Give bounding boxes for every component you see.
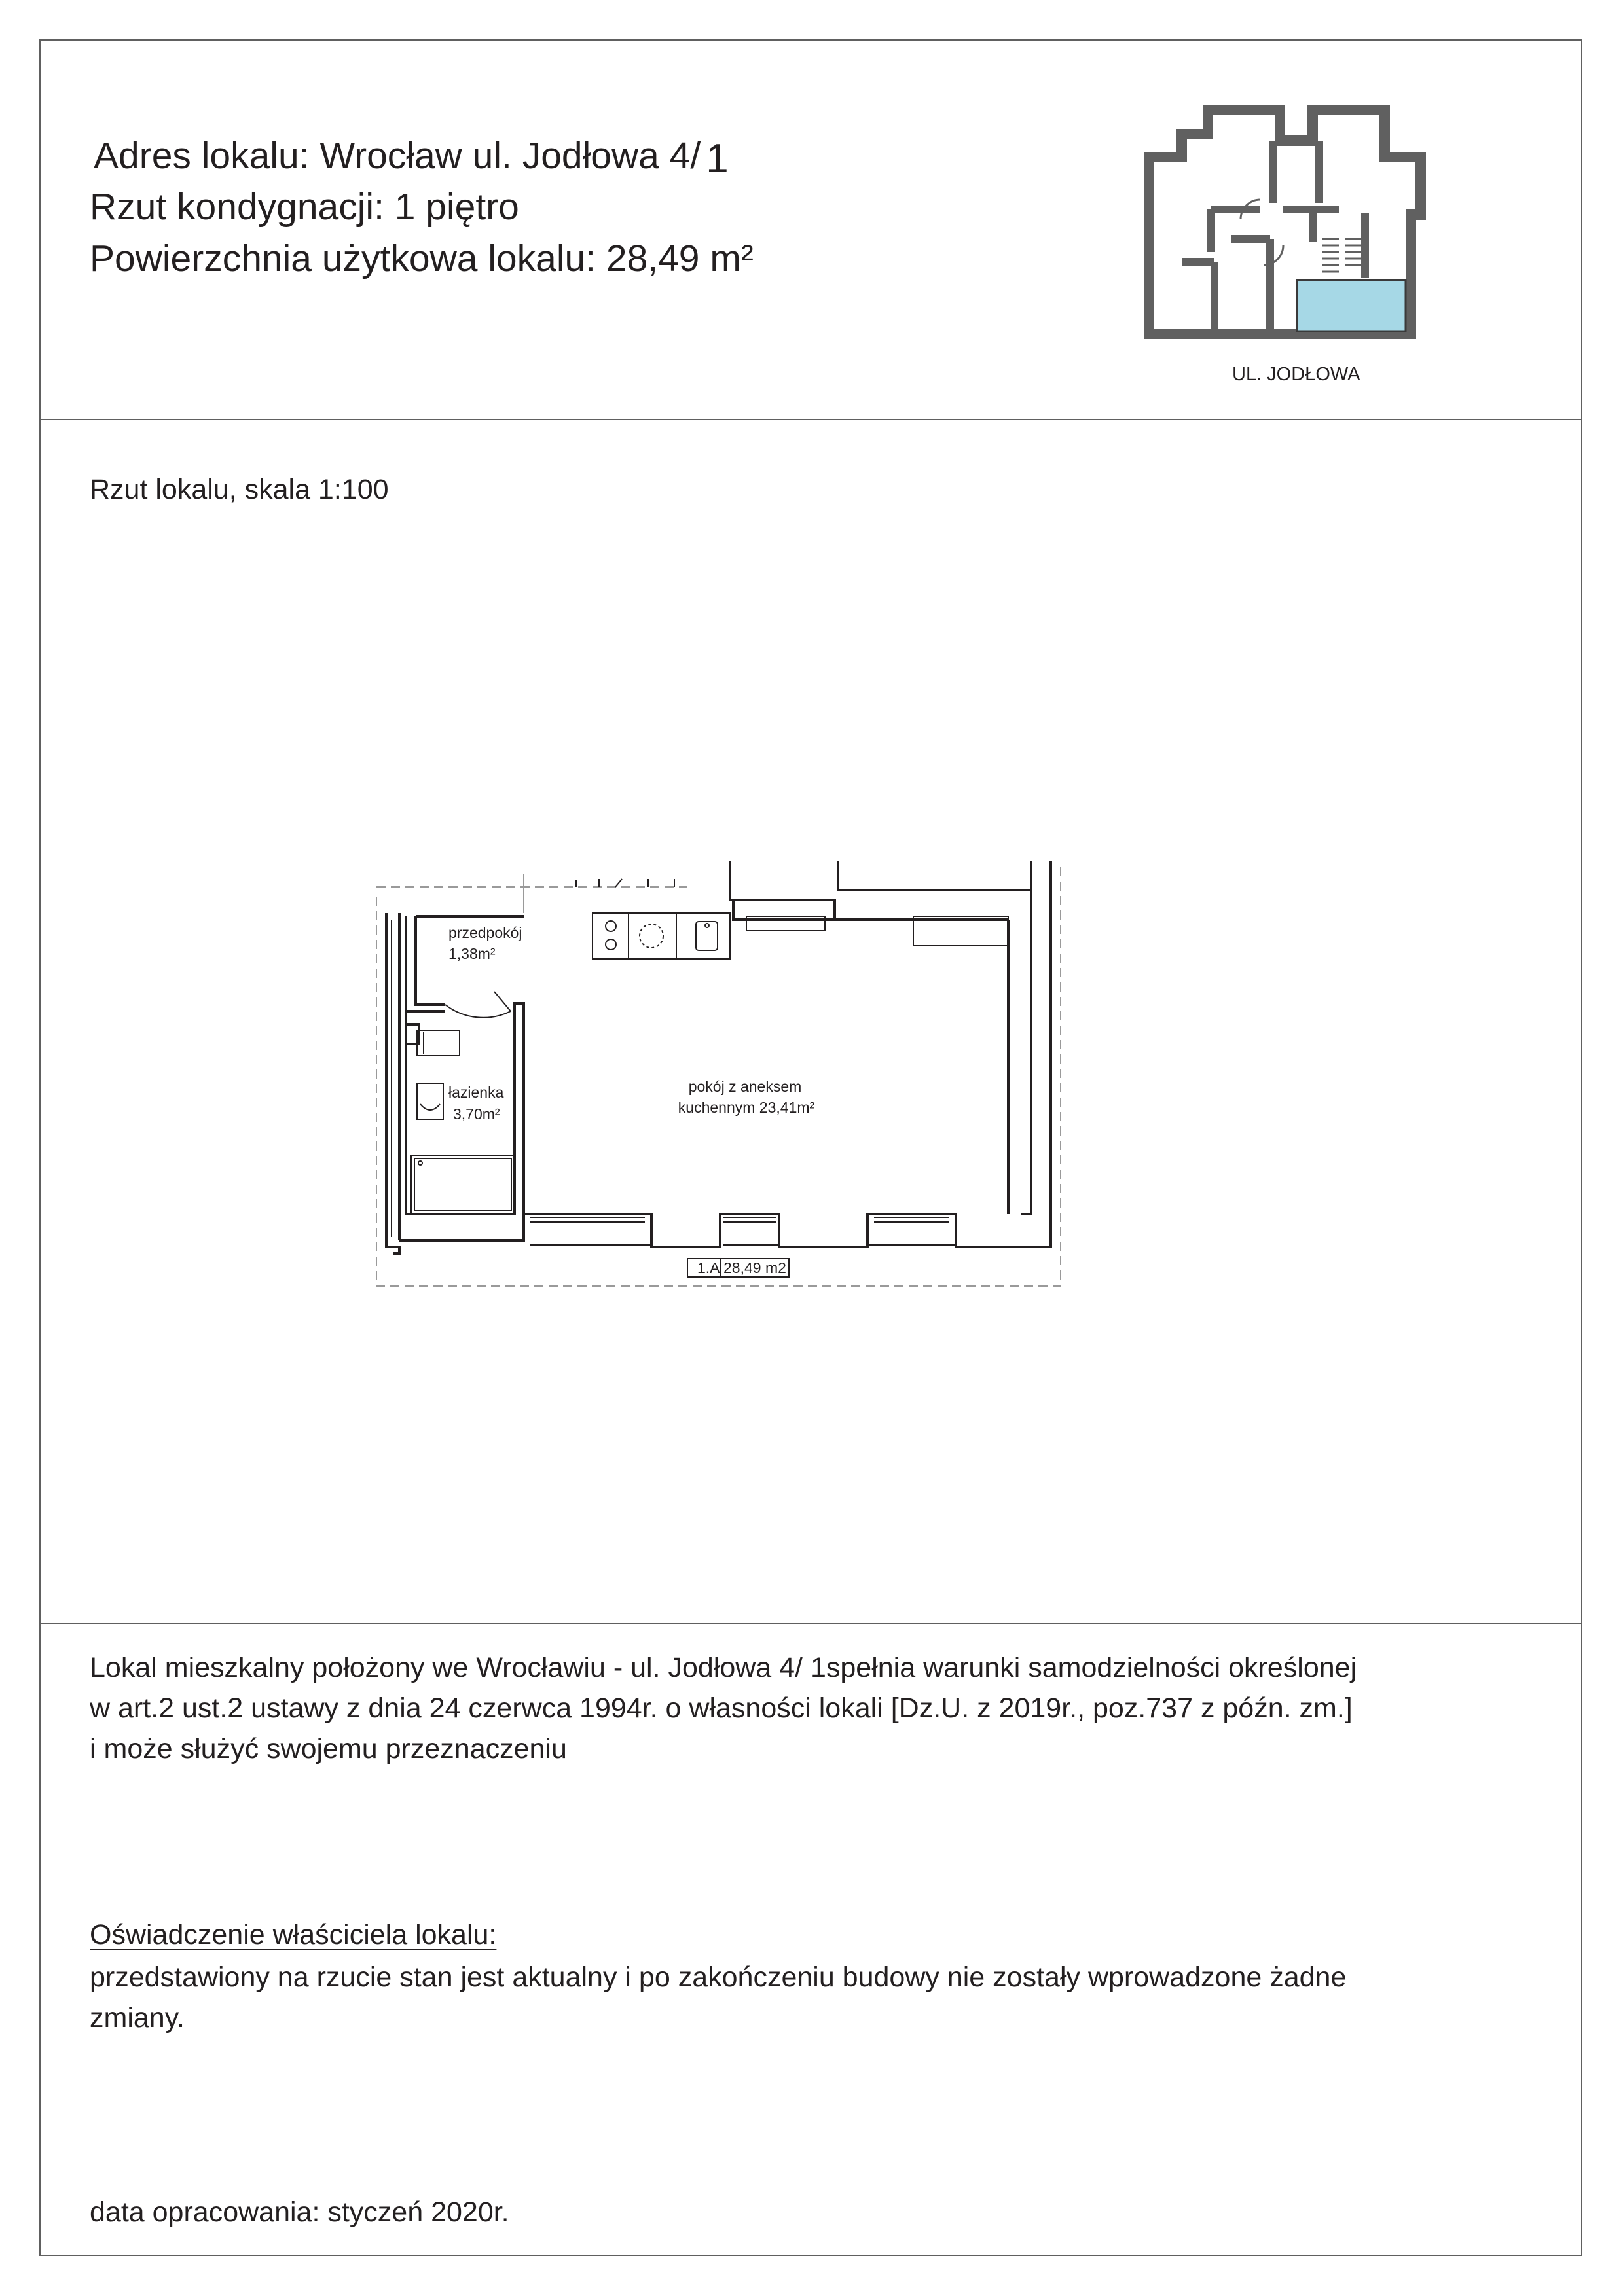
hall-area-label: 1,38m² (448, 945, 496, 962)
declaration-line-2: zmiany. (90, 2002, 185, 2034)
floor-line: Rzut kondygnacji: 1 piętro (90, 186, 519, 228)
unit-number: 1 (706, 136, 729, 181)
statement-line-1: Lokal mieszkalny położony we Wrocławiu - ul. Jodłowa 4/ 1spełnia warunki samodzielności określonej (90, 1652, 1357, 1683)
floor-plan-drawing (367, 861, 1074, 1293)
key-plan-drawing (1142, 105, 1431, 340)
unit-tag-area: 28,49 m2 (723, 1259, 786, 1276)
plan-caption: Rzut lokalu, skala 1:100 (90, 474, 389, 505)
declaration-line-1: przedstawiony na rzucie stan jest aktualny i po zakończeniu budowy nie zostały wprowadzone żadne (90, 1962, 1347, 1993)
address-line (94, 133, 729, 181)
street-label: UL. JODŁOWA (1232, 364, 1360, 385)
statement-line-2: w art.2 ust.2 ustawy z dnia 24 czerwca 1994r. o własności lokali [Dz.U. z 2019r., poz.737 z późn. zm.] (90, 1693, 1353, 1724)
unit-highlight (1297, 280, 1406, 331)
date-line: data opracowania: styczeń 2020r. (90, 2197, 509, 2228)
plan-divider (39, 1623, 1582, 1624)
declaration-heading: Oświadczenie właściciela lokalu: (90, 1919, 497, 1950)
hall-name-label: przedpokój (448, 924, 522, 941)
main-room-name-label: pokój z aneksem (688, 1078, 802, 1095)
bath-name-label: łazienka (448, 1084, 504, 1101)
statement-line-3: i może służyć swojemu przeznaczeniu (90, 1733, 567, 1765)
main-room-area-label: kuchennym 23,41m² (678, 1099, 815, 1116)
address-prefix: Adres lokalu: Wrocław ul. Jodłowa 4/ (94, 135, 701, 177)
bath-area-label: 3,70m² (453, 1105, 500, 1122)
unit-tag-code: 1.A (697, 1259, 720, 1276)
header-divider (39, 419, 1582, 420)
area-line: Powierzchnia użytkowa lokalu: 28,49 m² (90, 238, 754, 279)
